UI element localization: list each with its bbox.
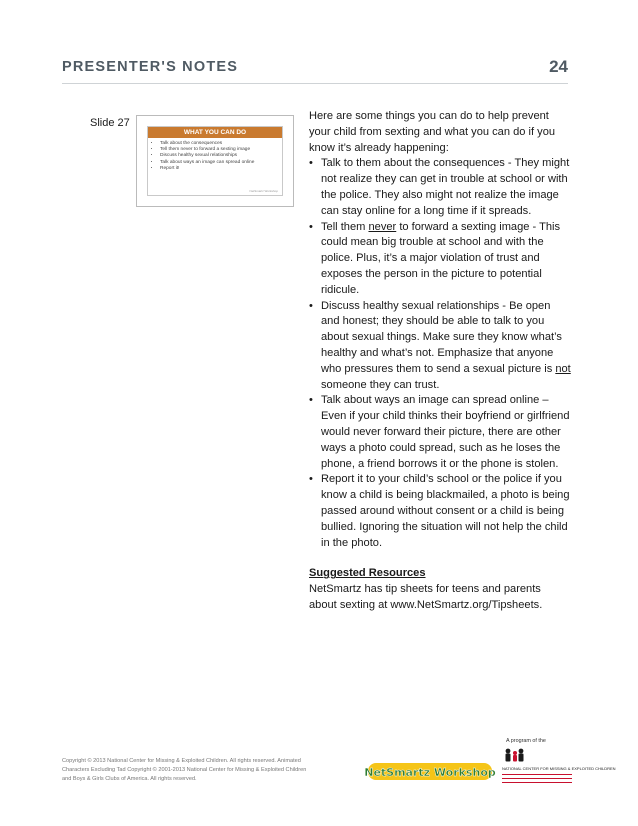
page-number: 24 xyxy=(549,57,568,76)
notes-bullet xyxy=(309,220,571,299)
bullet-text: Discuss healthy sexual relationships - Be open and honest; they should be able to talk to you about sexual things. Make sure they know what’s healthy and what’s not. Emphasize that anyone who pressures them to send a sexual picture is xyxy=(321,299,562,375)
notes-bullet: • Report it to your child’s school or the police if you know a child is being blackmailed, a photo is being passed around without consent or a child is being bullied. Ignoring the situation will not help the child in the photo. xyxy=(309,472,571,551)
notes-bullet xyxy=(309,299,571,394)
ncmec-family-icon xyxy=(506,749,524,762)
netsmartz-logo-text: NetSmartz Workshop xyxy=(364,766,496,779)
ncmec-logo xyxy=(502,748,616,792)
copyright-notice: Copyright © 2013 National Center for Missing & Exploited Children. All rights reserved. Animated Characters Excluding Tad Copyright © 2001-2013 National Center for Missing & Exploited Children and Boys & Girls Clubs of America. All rights reserved. xyxy=(62,758,307,782)
slide-thumbnail-item: • Tell them never to forward a sexting image xyxy=(160,147,282,153)
notes-bullet-list xyxy=(309,156,571,551)
page-header-title: PRESENTER'S NOTES xyxy=(62,59,239,75)
emphasis-never: never xyxy=(368,220,397,233)
header-divider xyxy=(62,83,568,84)
slide-thumbnail-frame xyxy=(147,126,283,196)
bullet-text: Tell them xyxy=(321,220,369,233)
slide-thumbnail-item: • Talk about ways an image can spread online xyxy=(160,160,282,166)
resources-text: NetSmartz has tip sheets for teens and parents about sexting at www.NetSmartz.org/Tipsheets. xyxy=(309,583,543,611)
slide-thumbnail-title: WHAT YOU CAN DO xyxy=(148,127,282,138)
resources-heading: Suggested Resources xyxy=(309,567,426,580)
program-of-label: A program of the xyxy=(506,738,546,744)
notes-bullet: • Talk about ways an image can spread online – Even if your child thinks their boyfriend or girlfriend would never forward their picture, there are other ways a photo could spread, such as he loses the phone, a friend borrows it or the phone is stolen. xyxy=(309,393,571,472)
slide-thumbnail-item: • Report it! xyxy=(160,166,282,172)
notes-bullet: • Talk to them about the consequences - They might not realize they can get in trouble at school or with the police. They also might not realize the image can stay online for a long time if it spreads. xyxy=(309,156,571,219)
slide-thumbnail-footer: NetSmartz Workshop xyxy=(249,189,278,193)
netsmartz-workshop-logo xyxy=(364,760,496,782)
emphasis-not: not xyxy=(555,362,571,375)
bullet-text: someone they can trust. xyxy=(321,378,440,391)
slide-label: Slide 27 xyxy=(90,117,130,129)
slide-thumbnail-item: • Talk about the consequences xyxy=(160,141,282,147)
bullet-text: to forward a sexting image - This could mean big trouble at school and with the police. Plus, it’s a major violation of trust and exposes the person in the picture to potential ridicule. xyxy=(321,220,561,296)
slide-thumbnail-list xyxy=(148,141,282,172)
slide-thumbnail xyxy=(136,115,294,207)
notes-intro: Here are some things you can do to help prevent your child from sexting and what you can do if you know it’s already happening: xyxy=(309,110,556,154)
ncmec-logo-text: NATIONAL CENTER FOR MISSING & EXPLOITED CHILDREN xyxy=(502,766,616,771)
slide-thumbnail-item: • Discuss healthy sexual relationships xyxy=(160,153,282,159)
presenter-notes xyxy=(309,109,571,614)
